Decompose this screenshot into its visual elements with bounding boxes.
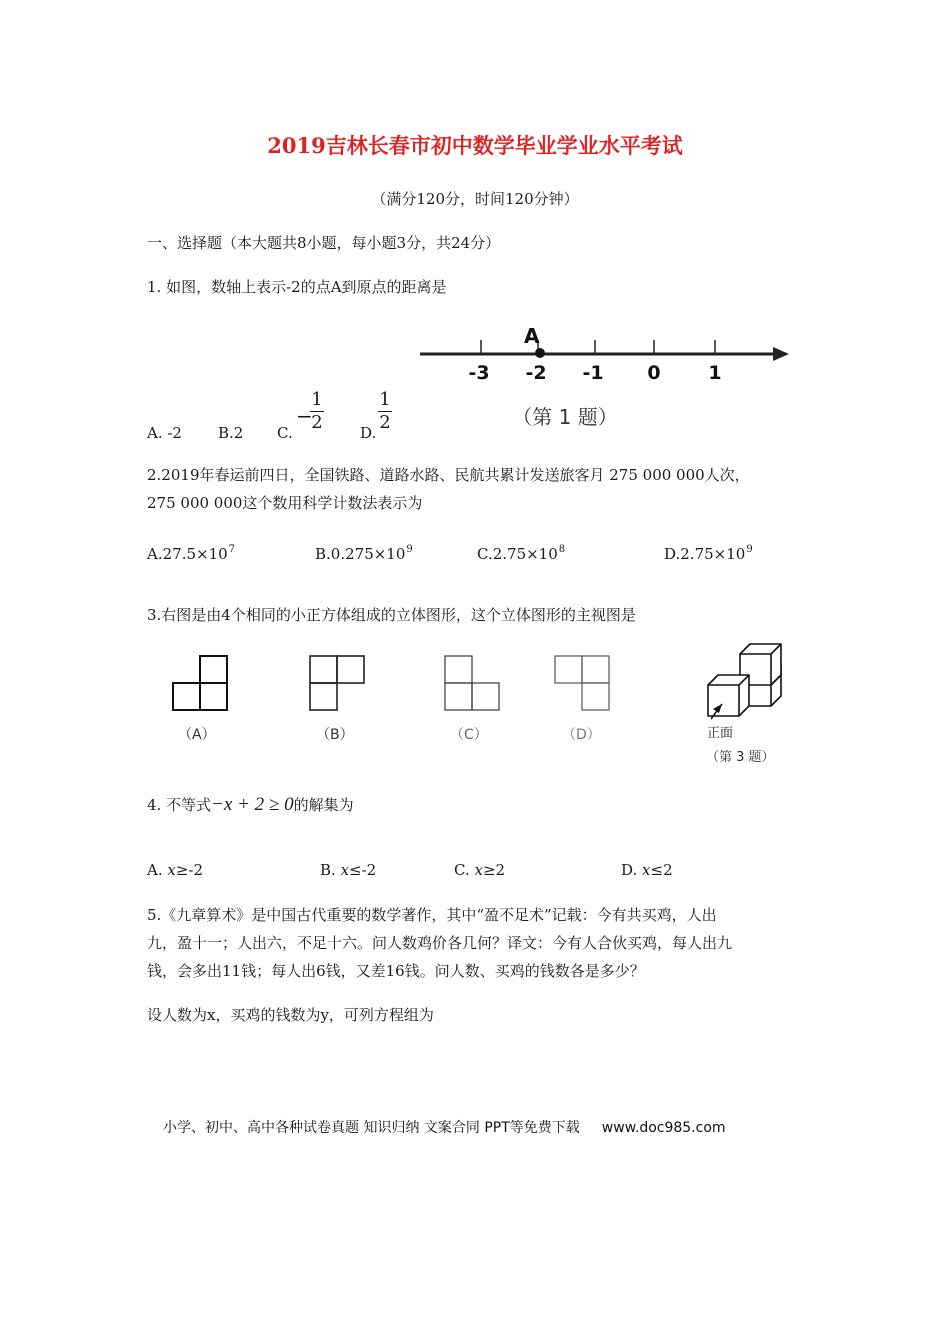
axis-arrow-icon (773, 347, 789, 361)
page-title: 2019吉林长春市初中数学毕业学业水平考试 (267, 133, 683, 158)
page-footer (163, 1117, 726, 1137)
option-b-label: （B） (316, 727, 354, 743)
option-a-label: （A） (178, 727, 216, 743)
point-a-label: A (524, 324, 540, 348)
question-2-stem: 2.2019年春运前四日，全国铁路、道路水路、民航共累计发送旅客月 275 000 000人次， (147, 466, 750, 484)
fraction-sign: − (296, 404, 313, 428)
exam-info: （满分120分，时间120分钟） (371, 190, 579, 208)
tick-label: 1 (708, 362, 722, 384)
point-a-marker (535, 348, 545, 358)
question-2-stem-cont: 275 000 000这个数用科学计数法表示为 (147, 494, 423, 512)
footer-text: 小学、初中、高中各种试卷真题 知识归纳 文案合同 PPT等免费下载 (163, 1120, 580, 1136)
tick-label: 0 (647, 362, 661, 384)
question-4-stem: 4. 不等式−x + 2 ≥ 0的解集为 (147, 794, 354, 815)
view-option-c (440, 650, 506, 716)
cube-figure (700, 640, 790, 730)
figure-1-caption: （第 1 题） (512, 405, 618, 429)
view-option-b (305, 650, 371, 716)
view-option-a (168, 650, 234, 716)
option-c: $C.2.75\times 10^8$ (477, 544, 566, 563)
footer-link[interactable]: www.doc985.com (601, 1120, 726, 1136)
option-b: $B.0.275\times 10^9$ (315, 544, 413, 563)
option-a: A. -2 (147, 424, 182, 442)
fraction-c: 1 2 (311, 389, 323, 433)
section-heading: 一、选择题（本大题共8小题，每小题3分，共24分） (147, 234, 501, 252)
option-d-label: （D） (562, 727, 601, 743)
option-d: $D.2.75\times 10^9$ (664, 544, 753, 563)
option-b: B.2 (218, 424, 244, 442)
option-d: D. (360, 424, 377, 442)
question-5-line-1: 5.《九章算术》是中国古代重要的数学著作，其中“盈不足术”记载：今有共买鸡，人出 (147, 906, 717, 924)
question-5-line-4: 设人数为x，买鸡的钱数为y，可列方程组为 (147, 1006, 434, 1024)
option-d: D. x≤2 (621, 861, 673, 879)
tick-label: -2 (525, 362, 547, 384)
question-3-stem: 3.右图是由4个相同的小正方体组成的立体图形，这个立体图形的主视图是 (147, 606, 636, 624)
question-5-line-3: 钱，会多出11钱；每人出6钱，又差16钱。问人数、买鸡的钱数各是多少？ (147, 962, 645, 980)
tick-label: -3 (468, 362, 490, 384)
inequality: −x + 2 ≥ 0 (211, 794, 294, 815)
view-option-d (550, 650, 616, 716)
option-b: B. x≤-2 (320, 861, 377, 879)
question-1-stem: 1. 如图，数轴上表示-2的点A到原点的距离是 (147, 278, 447, 296)
option-a: A. x≥-2 (147, 861, 204, 879)
tick-label: -1 (582, 362, 604, 384)
fraction-d: 1 2 (379, 389, 391, 433)
option-c: C. (277, 424, 293, 442)
front-label: 正面 (707, 726, 734, 741)
figure-3-caption: （第 3 题） (706, 750, 775, 765)
option-c: C. x≥2 (454, 861, 506, 879)
number-line-figure (415, 320, 795, 440)
option-a: $A.27.5\times 10^7$ (147, 544, 236, 563)
question-5-line-2: 九，盈十一；人出六，不足十六。问人数鸡价各几何？译文：今有人合伙买鸡，每人出九 (147, 934, 733, 952)
option-c-label: （C） (450, 727, 488, 743)
